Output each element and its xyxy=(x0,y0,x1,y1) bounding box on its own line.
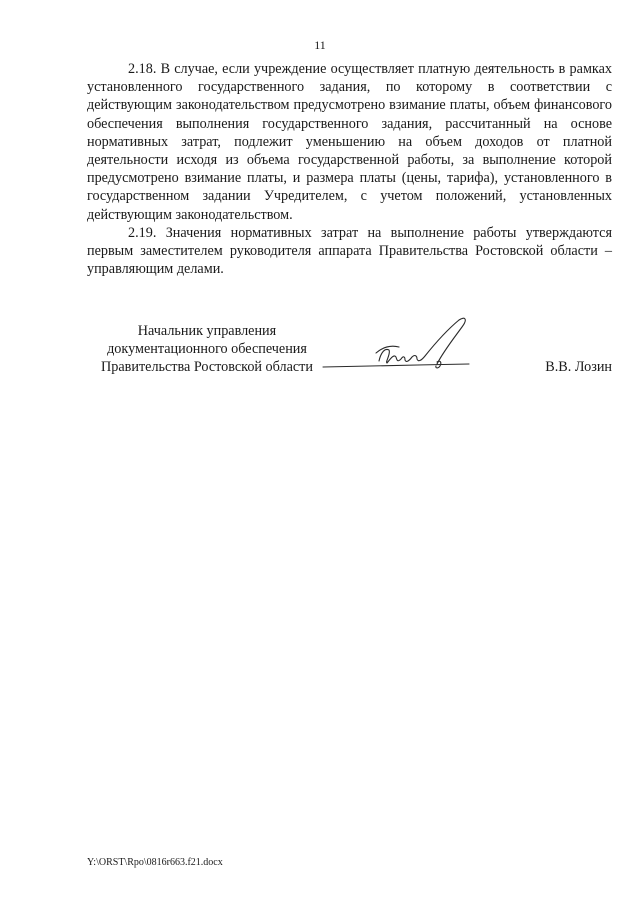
signatory-title-line: документационного обеспечения xyxy=(107,341,307,357)
handwritten-signature xyxy=(319,312,509,382)
paragraph-2-19: 2.19. Значения нормативных затрат на выполнение работы утверждаются первым заместителем руководителя аппарата Правительства Ростовской области – управляющим делами. xyxy=(87,224,612,278)
file-path-footer: Y:\ORST\Rpo\0816r663.f21.docx xyxy=(87,857,223,868)
signature-block xyxy=(87,322,612,382)
signatory-title-line: Начальник управления xyxy=(137,323,277,339)
document-body xyxy=(87,60,612,278)
page-number: 11 xyxy=(314,38,326,52)
signatory-name: В.В. Лозин xyxy=(545,359,612,375)
signatory-title xyxy=(87,322,327,376)
signatory-title-line: Правительства Ростовской области xyxy=(101,359,313,375)
paragraph-2-18: 2.18. В случае, если учреждение осуществляет платную деятельность в рамках установленного государственного задания, по которому в соответствии с действующим законодательством предусмотрено взимание платы, объем финансового обеспечения выполнения государственного задания, рассчитанный на основе нормативных затрат, подлежит уменьшению на объем доходов от платной деятельности исходя из объема государственной работы, за выполнение которой предусмотрено взимание платы, и размера платы (цены, тарифа), установленного в государственном задании Учредителем, с учетом положений, установленных действующим законодательством. xyxy=(87,61,612,223)
